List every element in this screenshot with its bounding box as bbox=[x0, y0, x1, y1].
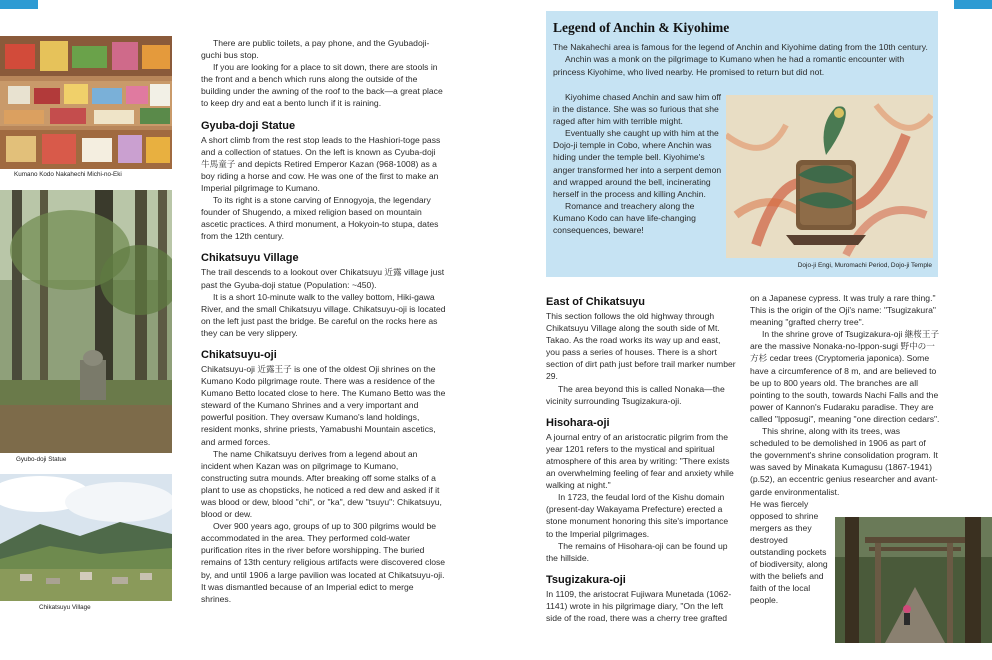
col3-paragraph: In the shrine grove of Tsugizakura-oji 継桜王子 are the massive Nonaka-no-Ippon-sugi 野中の一方杉 cedar trees (Cryptomeria japonica). Some have a circumference of 8 m, and are believed to be up to 800 years old. The branches are all pointing to the south, towards Nachi Falls and the power of Kannon's Fudaraku paradise. They are called "Ipposugi", meaning "one direction cedars". bbox=[750, 329, 940, 424]
serpent-demon-artwork bbox=[726, 95, 933, 258]
page-tab-left bbox=[0, 0, 38, 9]
sidebar-full-text bbox=[553, 41, 933, 78]
village-photo bbox=[0, 474, 172, 601]
col2-paragraph: A journal entry of an aristocratic pilgrim from the year 1201 refers to the mystical and spiritual atmosphere of this area by writing: "There exists an overwhelming feeling of fear and anxiety while walking at night." bbox=[546, 431, 734, 491]
heading-east-of-chikatsuyu: East of Chikatsuyu bbox=[546, 296, 646, 308]
col1-paragraph: If you are looking for a place to sit down, there are stools in the front and a bench which runs along the outside of the building under the awning of the roof to the back—a great place to keep dry and eat a bento lunch if it is raining. bbox=[201, 62, 443, 109]
col3-paragraph: He was fiercely opposed to shrine mergers as they destroyed outstanding pockets of biodiversity, along with the beliefs and faith of the local people. bbox=[750, 498, 828, 606]
col1-paragraph: There are public toilets, a pay phone, and the Gyubadoji-guchi bus stop. bbox=[201, 38, 430, 61]
heading-chikatsuyu-oji: Chikatsuyu-oji bbox=[201, 348, 277, 361]
sidebar-paragraph: Kiyohime chased Anchin and saw him off in the distance. She was so furious that she raged after him with terrible might. bbox=[553, 92, 722, 127]
village-caption: Chikatsuyu Village bbox=[39, 604, 91, 611]
col2-paragraph: This section follows the old highway through Chikatsuyu Village along the south side of Mt. Takao. As the road works its way up and east, you pass a series of houses. There is a short section of dirt path just before trail marker number 29. bbox=[546, 311, 736, 382]
col1-paragraph: It is a short 10-minute walk to the valley bottom, Hiki-gawa River, and the small Chikatsuyu village. Chikatsuyu-oji is located on the left just past the bridge. Be careful on the rocks here as they can be very slippery. bbox=[201, 291, 446, 338]
col3-paragraph: on a Japanese cypress. It was truly a rare thing." This is the origin of the Oji's name: "Tsugizakura" meaning "grafted cherry tree". bbox=[750, 293, 936, 328]
heading-tsugizakura-oji: Tsugizakura-oji bbox=[546, 573, 626, 586]
sidebar-narrow-text bbox=[553, 91, 723, 236]
heading-hisohara-oji: Hisohara-oji bbox=[546, 416, 610, 429]
sidebar-paragraph: Eventually she caught up with him at the Dojo-ji temple in Cobo, where Anchin was hiding under the temple bell. Kiyohime's anger transformed her into a serpent demon and wrapped around the bell, incinerating herself in the process and killing Anchin. bbox=[553, 128, 722, 199]
sidebar-paragraph: Anchin was a monk on the pilgrimage to Kumano when he had a romantic encounter with princess Kiyohime, who lived nearby. He promised to return but did not. bbox=[553, 54, 905, 77]
torii-gate-photo bbox=[835, 517, 992, 643]
legend-sidebar bbox=[546, 11, 938, 277]
column-2 bbox=[546, 295, 736, 624]
col2-paragraph: In 1723, the feudal lord of the Kishu domain (present-day Wakayama Prefecture) erected a stone monument honoring this site's importance to the Imperial pilgrimages. bbox=[546, 492, 729, 539]
page-tab-right bbox=[954, 0, 992, 9]
column-1 bbox=[201, 37, 446, 605]
col2-paragraph: The area beyond this is called Nonaka—the vicinity surrounding Tsugizakura-oji. bbox=[546, 383, 725, 406]
col1-paragraph: To its right is a stone carving of Ennogyoja, the legendary founder of Shugendo, a mixed religion based on mountain ascetic practices. A third monument, a Hokyoin-to stupa, dates from the 12th century. bbox=[201, 195, 439, 242]
col1-paragraph: Chikatsuyu-oji 近露王子 is one of the oldest Oji shrines on the Kumano Kodo pilgrimage route. There was a residence of the Kumano Betto located close to here. The Kumano Betto was the steward of the Kumano Shrines and a very important and powerful position. They oversaw Kumano's land holdings, resident monks, shrine priests, Yamabushi Mountain ascetics, and armed forces. bbox=[201, 363, 446, 447]
market-caption: Kumano Kodo Nakahechi Michi-no-Eki bbox=[14, 171, 122, 178]
heading-gyuba-doji: Gyuba-doji Statue bbox=[201, 119, 296, 132]
statue-caption: Gyubo-doji Statue bbox=[16, 456, 67, 463]
col2-paragraph: The remains of Hisohara-oji can be found up the hillside. bbox=[546, 540, 728, 563]
sidebar-paragraph: The Nakahechi area is famous for the legend of Anchin and Kiyohime dating from the 10th century. bbox=[553, 42, 928, 52]
col1-paragraph: The name Chikatsuyu derives from a legend about an incident when Kazan was on pilgrimage to Kumano, constructing sutra mounds. After breaking off some stalks of a plant to use as chopsticks, he noticed a red dew and asked if it was blood or dew, blood "chi", or "ka", dew "tsuyu": Chikatsuyu, blood or dew. bbox=[201, 448, 442, 520]
col3-paragraph: This shrine, along with its trees, was scheduled to be demolished in 1906 as part of the government's shrine consolidation program. It was saved by Minakata Kumagusu (1867-1941) (p.52), an eccentric genius researcher and avant-garde environmentalist. bbox=[750, 426, 938, 497]
col1-paragraph: Over 900 years ago, groups of up to 300 pilgrims would be accommodated in the area. They performed cold-water purification rites in the river before worshipping. The buried remains of 13th century religious artifacts were discovered close by, and until 1906 a large pavilion was located at Chikatsuyu-oji. It was dismantled because of an Imperial edict to merge shrines. bbox=[201, 521, 446, 604]
market-photo bbox=[0, 36, 172, 169]
sidebar-paragraph: Romance and treachery along the Kumano Kodo can have life-changing consequences, beware! bbox=[553, 200, 696, 236]
col1-paragraph: A short climb from the rest stop leads to the Hashiori-toge pass and a collection of statues. On the left is known as Cyuba-doji 牛馬童子 and depicts Retired Emperor Kazan (968-1008) as a boy riding a horse and cow. He was one of the first to make an Imperial pilgrimage to Kumano. bbox=[201, 134, 441, 193]
col2-paragraph: In 1109, the aristocrat Fujiwara Munetada (1062-1141) wrote in his pilgrimage diary, "On the left side of the road, there was a cherry tree grafted bbox=[546, 588, 732, 623]
heading-chikatsuyu-village: Chikatsuyu Village bbox=[201, 252, 299, 265]
artwork-caption: Dojo-ji Engi, Muromachi Period, Dojo-ji Temple bbox=[797, 262, 932, 269]
sidebar-title: Legend of Anchin & Kiyohime bbox=[553, 20, 730, 35]
statue-photo bbox=[0, 190, 172, 453]
col1-paragraph: The trail descends to a lookout over Chikatsuyu 近露 village just past the Gyuba-doji statue (Population: ~450). bbox=[201, 267, 445, 290]
